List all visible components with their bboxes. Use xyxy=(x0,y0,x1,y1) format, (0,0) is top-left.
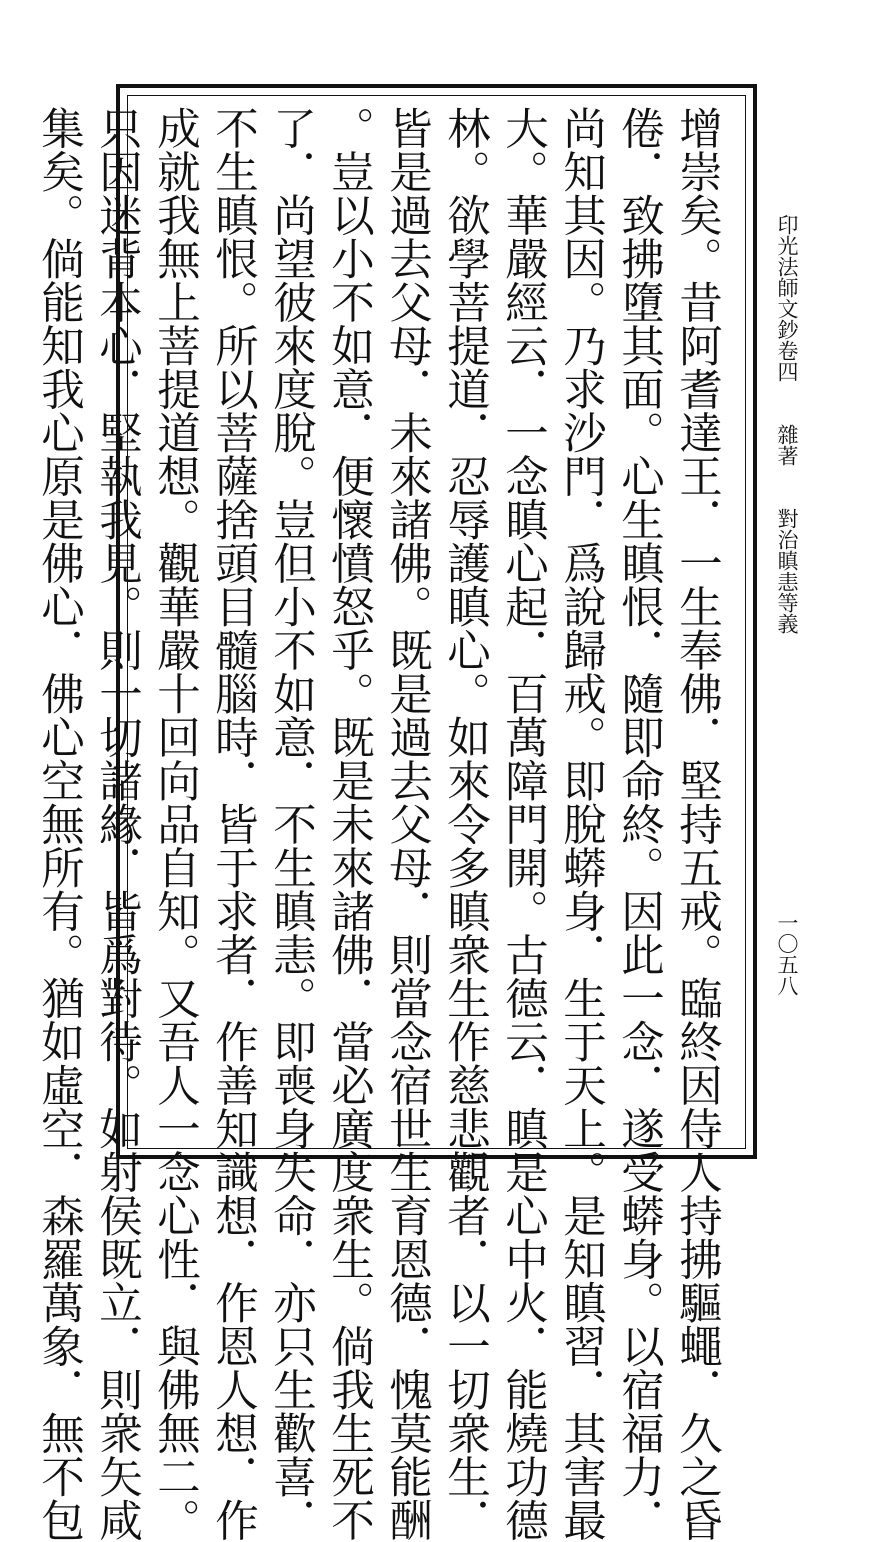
text-column: 尚知其因。乃求沙門．爲說歸戒。即脫蟒身．生于天上。是知瞋習．其害最 xyxy=(556,106,606,1542)
text-column: 只因迷背本心．堅執我見。則一切諸緣．皆爲對待。如射侯既立．則衆矢咸 xyxy=(92,106,142,1542)
book-title: 印光法師文鈔卷四 xyxy=(775,214,799,382)
text-column: 成就我無上菩提道想。觀華嚴十回向品自知。又吾人一念心性．與佛無二。 xyxy=(150,106,200,1542)
text-column: 林。欲學菩提道．忍辱護瞋心。如來令多瞋衆生作慈悲觀者．以一切衆生． xyxy=(440,106,490,1542)
running-header xyxy=(772,214,802,634)
text-column: 倦．致拂墮其面。心生瞋恨．隨即命終。因此一念．遂受蟒身。以宿福力． xyxy=(614,106,664,1542)
body-text xyxy=(34,106,726,1542)
text-column: 皆是過去父母．未來諸佛。既是過去父母．則當念宿世生育恩德．愧莫能酬 xyxy=(382,106,432,1542)
text-column: 了．尚望彼來度脫。豈但小不如意．不生瞋恚。即喪身失命．亦只生歡喜． xyxy=(266,106,316,1542)
article-title: 對治瞋恚等義 xyxy=(775,508,799,634)
text-column: 不生瞋恨。所以菩薩捨頭目髓腦時．皆于求者．作善知識想．作恩人想．作 xyxy=(208,106,258,1542)
section-label: 雜著 xyxy=(775,424,799,466)
text-column: 大。華嚴經云．一念瞋心起．百萬障門開。古德云．瞋是心中火．能燒功德 xyxy=(498,106,548,1542)
text-column: 增崇矣。昔阿耆達王．一生奉佛．堅持五戒。臨終因侍人持拂驅蠅．久之昏 xyxy=(672,106,722,1542)
text-column: 集矣。倘能知我心原是佛心．佛心空無所有。猶如虛空．森羅萬象．無不包 xyxy=(34,106,84,1542)
text-column: 。豈以小不如意．便懷憤怒乎。既是未來諸佛．當必廣度衆生。倘我生死不 xyxy=(324,106,374,1542)
page-number: 一〇五八 xyxy=(775,912,799,996)
